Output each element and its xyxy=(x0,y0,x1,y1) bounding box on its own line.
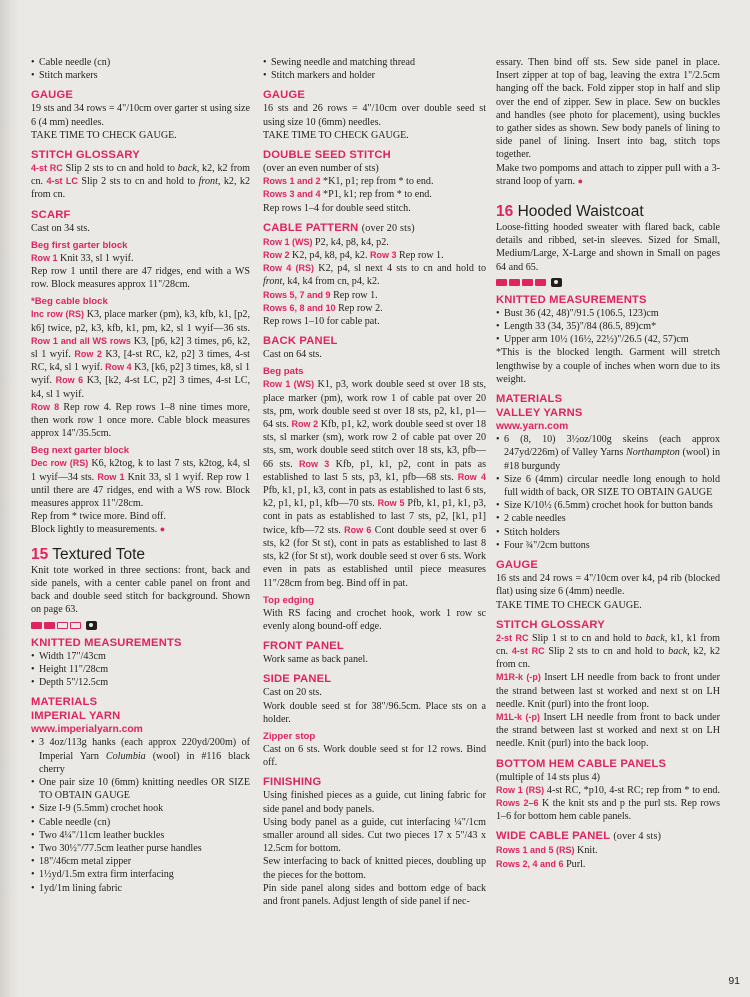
text: Cast on 34 sts. xyxy=(31,222,90,234)
skill-bar-icon xyxy=(522,279,533,286)
list-item: • Length 33 (34, 35)"/84 (86.5, 89)cm* xyxy=(496,320,720,333)
column-2 xyxy=(263,56,486,908)
text: K2, p4, k8, p4, k2. xyxy=(292,250,370,262)
instruction xyxy=(31,457,250,510)
instruction: Using body panel as a guide, cut interfacing ¼"/1cm smaller around all sides. Cut two pieces 17 x 5"/43 x 12.5cm for bottom. xyxy=(263,816,486,855)
pattern-number: 16 xyxy=(496,203,514,221)
text: Cast on 20 sts. xyxy=(263,687,322,699)
list-item: • Bust 36 (42, 48)"/91.5 (106.5, 123)cm xyxy=(496,307,720,320)
row-label: Dec row (RS) xyxy=(31,458,89,469)
row-label: Row 1 (WS) xyxy=(263,379,315,390)
heading-note: (over 4 sts) xyxy=(613,831,662,843)
text: Knit 33, sl 1 wyif. xyxy=(60,252,134,264)
heading-text: WIDE CABLE PANEL xyxy=(496,830,611,843)
text: *P1, k1; rep from * to end. xyxy=(323,189,432,201)
list-item: • Size 6 (4mm) circular needle long enough to hold full width of back, OR SIZE TO OBTAIN GAUGE xyxy=(496,473,720,499)
section-heading: KNITTED MEASUREMENTS xyxy=(496,293,647,306)
text: Kfb, p1, k2, work double seed st over 18 sts, sl marker (sm), work row 2 of cable pat over 20 sts, sm, work double seed stitch over 18 sts, k3, pfb—66 sts. xyxy=(263,419,486,470)
text: Rep row 1. xyxy=(399,250,444,262)
list-item xyxy=(31,736,250,776)
list-item: • Stitch markers and holder xyxy=(263,69,486,82)
list-item: • Two 4¼"/11cm leather buckles xyxy=(31,829,250,842)
glossary-entry xyxy=(496,632,720,672)
pattern-name: Hooded Waistcoat xyxy=(517,203,644,221)
column-3 xyxy=(496,56,720,871)
text: (wool) in #18 burgundy xyxy=(504,447,720,472)
list-item: • Cable needle (cn) xyxy=(31,816,250,829)
text: (over an even number of sts) xyxy=(263,163,379,175)
text: front xyxy=(198,176,218,188)
row-label: 4-st RC xyxy=(31,163,63,174)
text: K3, place marker (pm), k3, kfb, k1, [p2, k6] twice, p2, k3, kfb, k1, pm, k2, sl 1 wyif—36 sts. xyxy=(31,309,250,334)
list-item: • 1yd/1m lining fabric xyxy=(31,882,250,895)
row-label: Rows 3 and 4 xyxy=(263,189,321,200)
text: Pfb, k1, p1, k1, p3, cont in pats as established to last 7 sts, p2, [k1, p1] twice, kfb—72 sts. xyxy=(263,498,486,536)
section-heading: GAUGE xyxy=(496,559,539,572)
instruction: Rep row 1 until there are 47 ridges, end with a WS row. Block measures approx 11"/28cm. xyxy=(31,266,250,291)
list-item: • Four ¾"/2cm buttons xyxy=(496,539,720,552)
list-item: • Size K/10½ (6.5mm) crochet hook for button bands xyxy=(496,499,720,512)
text: Knit. xyxy=(577,845,598,857)
section-heading: FINISHING xyxy=(263,776,322,789)
instruction xyxy=(496,162,720,188)
instruction: With RS facing and crochet hook, work 1 row sc evenly along bound-off edge. xyxy=(263,607,486,632)
list-item: • Stitch markers xyxy=(31,69,250,82)
text: K3, [4-st RC, k2, p2] 3 times, 4-st RC, k4, sl 1 wyif. xyxy=(31,349,250,374)
gauge-text: 19 sts and 34 rows = 4"/10cm over garter st using size 6 (4 mm) needles. xyxy=(31,103,250,128)
gauge-text: 16 sts and 26 rows = 4"/10cm over double seed st using size 10 (6mm) needles. xyxy=(263,103,486,128)
instruction xyxy=(263,378,486,589)
text: , k2, k2 from cn. xyxy=(31,163,250,188)
glossary-entry xyxy=(31,162,250,202)
pattern-title xyxy=(496,202,720,221)
yarn-weight-icon xyxy=(551,278,562,287)
instruction xyxy=(263,188,486,201)
skill-bar-icon xyxy=(496,279,507,286)
text: K6, k2tog, k to last 7 sts, k2tog, k4, sl 1 wyif—34 sts. xyxy=(31,458,250,483)
gauge-text: 16 sts and 24 rows = 4"/10cm over k4, p4 rib (blocked flat) using size 6 (4mm) needle. xyxy=(496,573,720,598)
section-heading: MATERIALS xyxy=(31,696,98,709)
subheading: Beg first garter block xyxy=(31,239,128,251)
instruction xyxy=(263,302,486,315)
pattern-intro: Knit tote worked in three sections: front, back and side panels, with a center cable panel on front and back and double seed stitch for background. Shown on page 63. xyxy=(31,564,250,616)
row-label: Inc row (RS) xyxy=(31,309,84,320)
instruction: essary. Then bind off sts. Sew side panel in place. Insert zipper at top of bag, leaving the extra 1"/2.5cm hanging off the back. Fold zipper stop in half and slip over the end of zipper. Sew in place. Sew on buckles and handles (see photo for placement), using buckles to gather sides as shown. Sew body panels of lining to side panel of lining. Insert into bag, stitch tops together. xyxy=(496,57,720,161)
list-item: • Stitch holders xyxy=(496,526,720,539)
text: P2, k4, p8, k4, p2. xyxy=(315,236,389,248)
instruction: Rep rows 1–10 for cable pat. xyxy=(263,316,380,328)
row-label: 2-st RC xyxy=(496,632,529,643)
text: back xyxy=(645,632,665,644)
row-label: Row 1 (WS) xyxy=(263,236,313,247)
text: back xyxy=(177,163,197,175)
text: Kfb, p1, k1, p2, cont in pats as established to last 5 sts, p3, k1, pfb—68 sts. xyxy=(263,458,486,483)
section-heading: SCARF xyxy=(31,208,71,221)
pattern-number: 15 xyxy=(31,545,49,563)
note: *This is the blocked length. Garment will stretch lengthwise by a couple of inches when worn due to its weight. xyxy=(496,347,720,385)
text: K3, [k2, 4-st LC, p2] 3 times, 4-st LC, k4, sl 1 wyif. xyxy=(31,375,250,400)
instruction: Rep rows 1–4 for double seed stitch. xyxy=(263,202,411,214)
text: K1, p3, work double seed st over 18 sts, place marker (pm), work row 1 of cable pat over 20 sts, pm, work double seed st over 18 sts, p2, k1, p1—64 sts. xyxy=(263,379,487,431)
brand-name: VALLEY YARNS xyxy=(496,407,583,420)
text: Rep row 1. xyxy=(333,289,378,301)
row-label: Row 4 xyxy=(105,362,132,373)
text: Knit 33, sl 1 wyif. Rep row 1 until there are 47 ridges, end with a WS row. Block measures approx 11"/28cm. xyxy=(31,471,250,510)
skill-bar-icon xyxy=(509,279,520,286)
row-label: Row 2 xyxy=(74,349,102,360)
skill-bar-icon xyxy=(535,279,546,286)
row-label: Row 2 xyxy=(263,250,290,261)
subheading: *Beg cable block xyxy=(31,296,108,308)
list-item: • Upper arm 10½ (16½, 22½)"/26.5 (42, 57)cm xyxy=(496,333,720,346)
end-dot-icon: ● xyxy=(159,524,166,535)
skill-bar-icon xyxy=(44,622,55,629)
instruction: Sew interfacing to back of knitted pieces, doubling up the pieces for the bottom. xyxy=(263,856,486,881)
column-1 xyxy=(31,56,250,895)
yarn-name: Northampton xyxy=(625,447,680,459)
glossary-entry xyxy=(496,711,720,751)
page-gutter xyxy=(0,0,20,997)
text: Slip 2 sts to cn and hold to xyxy=(65,163,178,175)
instruction: Work double seed st for 38"/96.5cm. Place sts on a holder. xyxy=(263,700,486,725)
row-label: 4-st RC xyxy=(511,645,545,656)
brand-name: IMPERIAL YARN xyxy=(31,710,121,723)
list-item: • One pair size 10 (6mm) knitting needles OR SIZE TO OBTAIN GAUGE xyxy=(31,776,250,802)
text: Slip 2 sts to cn and hold to xyxy=(548,645,669,657)
instruction xyxy=(31,308,250,400)
instruction xyxy=(496,784,720,824)
row-label: M1R-k (-p) xyxy=(496,672,541,683)
text: , k1, k1 from cn. xyxy=(496,632,720,657)
row-label: Row 1 xyxy=(97,471,125,482)
text: Slip 2 sts to cn and hold to xyxy=(81,176,199,188)
text: Slip 1 st to cn and hold to xyxy=(531,632,646,644)
instruction xyxy=(31,401,250,441)
text: (wool) in #116 black cherry xyxy=(39,750,251,775)
row-label: Row 5 xyxy=(377,498,405,509)
row-label: Rows 1 and 5 (RS) xyxy=(496,845,575,856)
section-heading xyxy=(263,221,486,236)
section-heading: GAUGE xyxy=(263,89,306,102)
section-heading xyxy=(496,829,720,844)
gauge-check: TAKE TIME TO CHECK GAUGE. xyxy=(496,599,642,611)
instruction xyxy=(263,249,486,262)
text: K3, [k6, p2] 3 times, k8, sl 1 wyif. xyxy=(31,362,250,387)
text: 6 (8, 10) 3½oz/100g skeins (each approx 247yd/226m) of Valley Yarns xyxy=(504,434,720,459)
row-label: Row 1 and all WS rows xyxy=(31,335,131,346)
text: Pfb, k1, p1, k3, cont in pats as established to last 6 sts, k2, p1, k1, p1, kfb—70 sts. xyxy=(263,485,486,510)
row-label: Rows 2, 4 and 6 xyxy=(496,858,564,869)
instruction xyxy=(496,844,720,857)
text: Block lightly to measurements. xyxy=(31,524,158,536)
instruction: Cast on 6 sts. Work double seed st for 12 rows. Bind off. xyxy=(263,743,486,769)
instruction xyxy=(263,236,486,249)
subheading: Beg next garter block xyxy=(31,445,130,457)
section-heading: BACK PANEL xyxy=(263,335,338,348)
row-label: Row 1 xyxy=(31,252,58,263)
text: Cast on 64 sts. xyxy=(263,349,322,361)
list-item: • Height 11"/28cm xyxy=(31,663,250,676)
brand-url: www.yarn.com xyxy=(496,421,569,433)
list-item: • Width 17"/43cm xyxy=(31,650,250,663)
list-item: • 18"/46cm metal zipper xyxy=(31,855,250,868)
row-label: M1L-k (-p) xyxy=(496,711,540,722)
instruction xyxy=(263,289,486,302)
instruction: Using finished pieces as a guide, cut lining fabric for side panel and body panels. xyxy=(263,790,486,815)
instruction: Rep from * twice more. Bind off. xyxy=(31,511,166,523)
pattern-title xyxy=(31,545,250,564)
row-label: Row 3 xyxy=(298,458,330,469)
row-label: Row 8 xyxy=(31,401,60,412)
section-heading: FRONT PANEL xyxy=(263,640,344,653)
row-label: Row 6 xyxy=(344,524,372,535)
list-item: • 1½yd/1.5m extra firm interfacing xyxy=(31,868,250,881)
row-label: Row 4 (RS) xyxy=(263,263,314,274)
text: Make two pompoms and attach to zipper pull with a 3-strand loop of yarn. xyxy=(496,162,720,187)
section-heading: SIDE PANEL xyxy=(263,673,332,686)
text: Insert LH needle from front to back under the strand between last st worked and next st on LH needle. Knit (purl) into the back loop. xyxy=(496,711,720,750)
subheading: Zipper stop xyxy=(263,730,316,742)
text: Insert LH needle from back to front under the strand between last st worked and next st on LH needle. Knit (purl) into the front loop. xyxy=(496,672,720,710)
list-item: • Sewing needle and matching thread xyxy=(263,56,486,69)
subheading: Top edging xyxy=(263,594,314,606)
list-item xyxy=(496,433,720,473)
text: , k2, k2 from cn. xyxy=(31,176,251,201)
subheading: Beg pats xyxy=(263,366,304,378)
text: K3, [p6, k2] 3 times, p6, k2, sl 1 wyif. xyxy=(31,335,250,361)
section-heading: STITCH GLOSSARY xyxy=(496,618,605,631)
text: Rep row 2. xyxy=(338,302,383,314)
skill-level xyxy=(31,621,250,630)
heading-text: CABLE PATTERN xyxy=(263,221,359,234)
section-heading: STITCH GLOSSARY xyxy=(31,149,140,162)
list-item: • Size I-9 (5.5mm) crochet hook xyxy=(31,802,250,815)
end-dot-icon: ● xyxy=(577,175,584,186)
text: Cont double seed st over 6 sts, k2 (for St st), cont in pats as established to last 8 sts, k2 (for St st), work double seed st over 6 sts. Work even in pats as established until piece measures 11"/28cm from beg. Bind off in pat. xyxy=(263,524,487,589)
skill-bar-icon xyxy=(57,622,68,629)
row-label: Rows 6, 8 and 10 xyxy=(263,302,336,313)
instruction: Pin side panel along sides and bottom edge of back and front panels. Adjust length of side panel if nec- xyxy=(263,882,486,907)
section-heading: DOUBLE SEED STITCH xyxy=(263,149,391,162)
list-item: • Cable needle (cn) xyxy=(31,56,250,69)
row-label: Row 6 xyxy=(55,375,84,386)
instruction: Work same as back panel. xyxy=(263,654,368,666)
row-label: Row 4 xyxy=(457,471,486,482)
row-label: Rows 2–6 xyxy=(496,797,539,808)
row-label: 4-st LC xyxy=(46,176,78,187)
instruction xyxy=(496,858,720,871)
heading-note: (over 20 sts) xyxy=(361,222,415,234)
section-heading: BOTTOM HEM CABLE PANELS xyxy=(496,757,667,770)
list-item: • Two 30½"/77.5cm leather purse handles xyxy=(31,842,250,855)
yarn-weight-icon xyxy=(86,621,97,630)
text: Purl. xyxy=(566,858,586,870)
text: 4-st RC, *p10, 4-st RC; rep from * to end. xyxy=(546,784,721,796)
section-heading: KNITTED MEASUREMENTS xyxy=(31,636,182,649)
list-item: • 2 cable needles xyxy=(496,512,720,525)
skill-bar-icon xyxy=(31,622,42,629)
row-label: Row 3 xyxy=(370,250,397,261)
instruction xyxy=(31,252,250,265)
text: front xyxy=(263,276,283,288)
pattern-intro: Loose-fitting hooded sweater with flared back, cable details and ribbed, set-in sleeves. Sized for Small, Medium/Large, X-Large and shown in Small on pages 64 and 65. xyxy=(496,222,720,273)
row-label: Row 2 xyxy=(291,419,319,430)
text: Rep row 4. Rep rows 1–8 nine times more, then work row 1 once more. Cable block measures approx 14"/35.5cm. xyxy=(31,401,251,440)
page-number: 91 xyxy=(728,975,740,987)
instruction xyxy=(263,175,486,188)
text: K the knit sts and p the purl sts. Rep rows 1–6 for bottom hem cable panels. xyxy=(496,797,720,823)
text: 3 4oz/113g hanks (each approx 220yd/200m) of Imperial Yarn xyxy=(39,737,250,762)
text: , k4, k4 from cn, p4, k2. xyxy=(282,276,380,288)
glossary-entry xyxy=(496,671,720,711)
row-label: Row 1 (RS) xyxy=(496,784,545,795)
gauge-check: TAKE TIME TO CHECK GAUGE. xyxy=(31,129,177,141)
pattern-name: Textured Tote xyxy=(52,545,146,563)
section-heading: GAUGE xyxy=(31,89,74,102)
text: *K1, p1; rep from * to end. xyxy=(323,176,434,188)
text: (multiple of 14 sts plus 4) xyxy=(496,771,601,783)
text: , k2, k2 from cn. xyxy=(496,645,720,671)
text: K2, p4, sl next 4 sts to cn and hold to xyxy=(318,263,486,275)
instruction xyxy=(263,262,486,288)
skill-level xyxy=(496,278,720,287)
section-heading: MATERIALS xyxy=(496,393,563,406)
skill-bar-icon xyxy=(70,622,81,629)
instruction xyxy=(31,523,250,536)
text: back xyxy=(668,645,688,657)
row-label: Rows 5, 7 and 9 xyxy=(263,289,331,300)
row-label: Rows 1 and 2 xyxy=(263,176,321,187)
yarn-name: Columbia xyxy=(105,750,146,762)
brand-url: www.imperialyarn.com xyxy=(31,724,143,736)
list-item: • Depth 5"/12.5cm xyxy=(31,676,250,689)
gauge-check: TAKE TIME TO CHECK GAUGE. xyxy=(263,129,409,141)
